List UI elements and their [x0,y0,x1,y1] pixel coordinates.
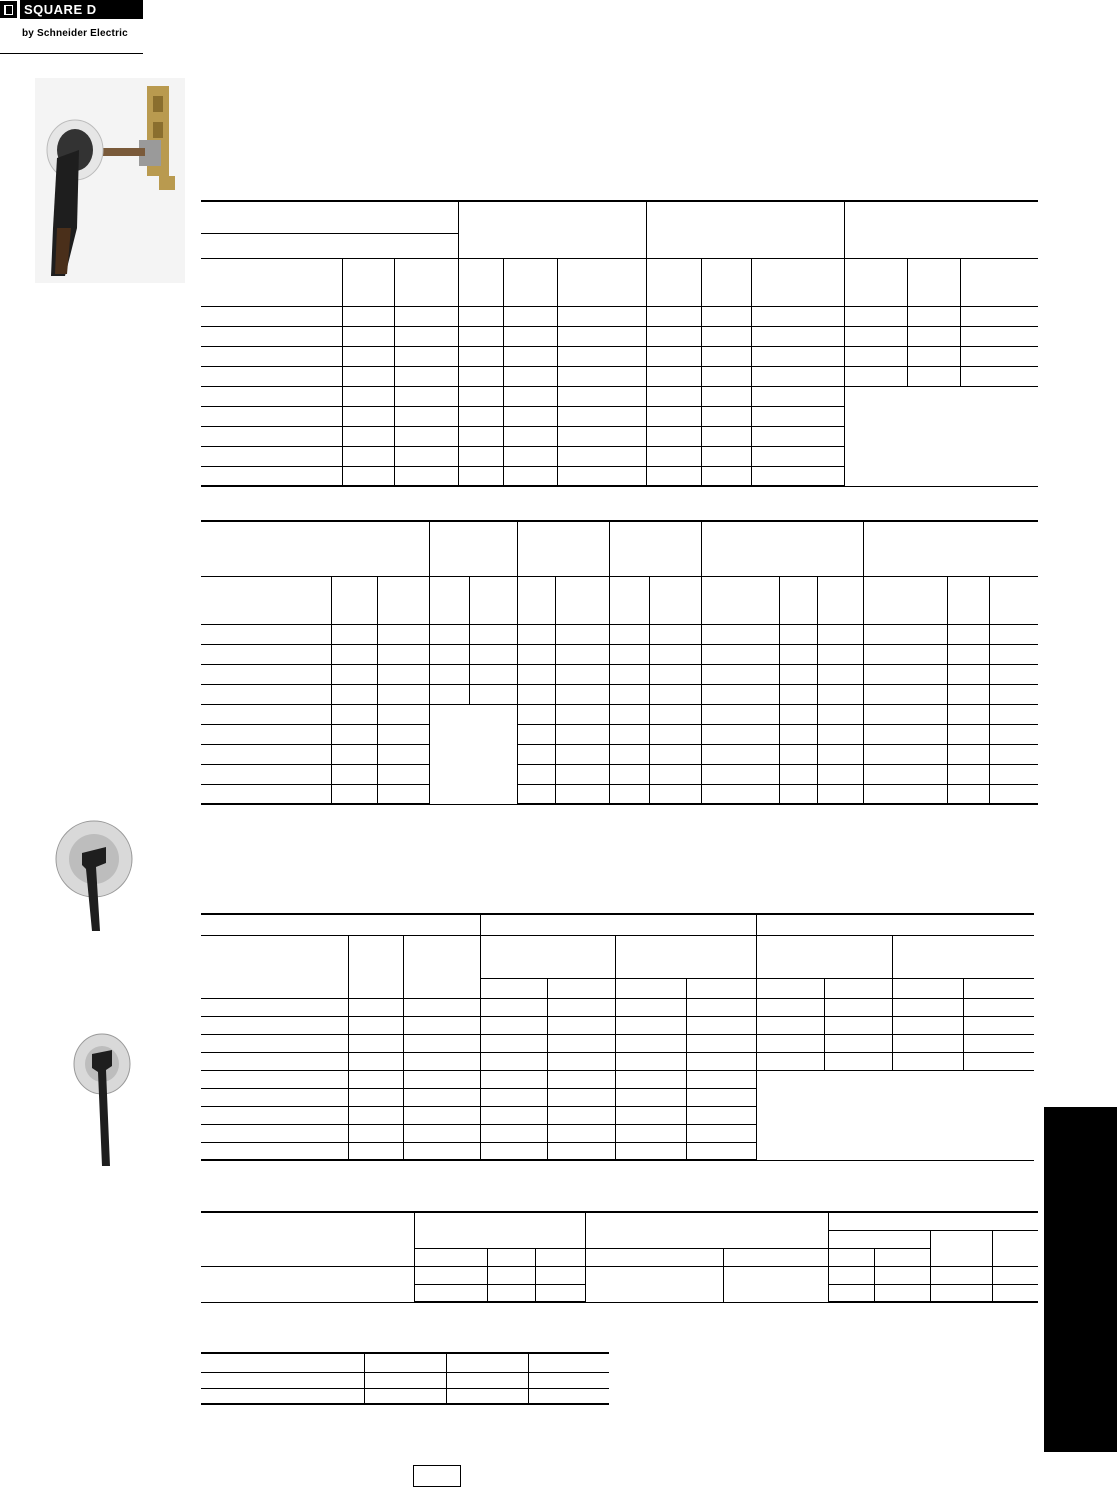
page-number-box [413,1465,461,1487]
rotary-handle-small-photo [72,1030,134,1170]
handle-table-3 [201,913,1034,1161]
handle-table-1 [201,200,1038,487]
logo-divider [0,53,143,54]
logo-square-icon [0,1,17,18]
handle-table-5 [201,1352,609,1405]
rotary-handle-photo [52,815,140,933]
handle-table-2 [201,520,1038,805]
square-d-logo [0,0,143,21]
handle-table-4 [201,1211,1038,1303]
operating-handle-shaft-photo [35,78,185,283]
logo-byline: by Schneider Electric [22,28,128,39]
logo-brand-text: SQUARE D [20,0,143,19]
section-side-tab [1044,1107,1117,1452]
